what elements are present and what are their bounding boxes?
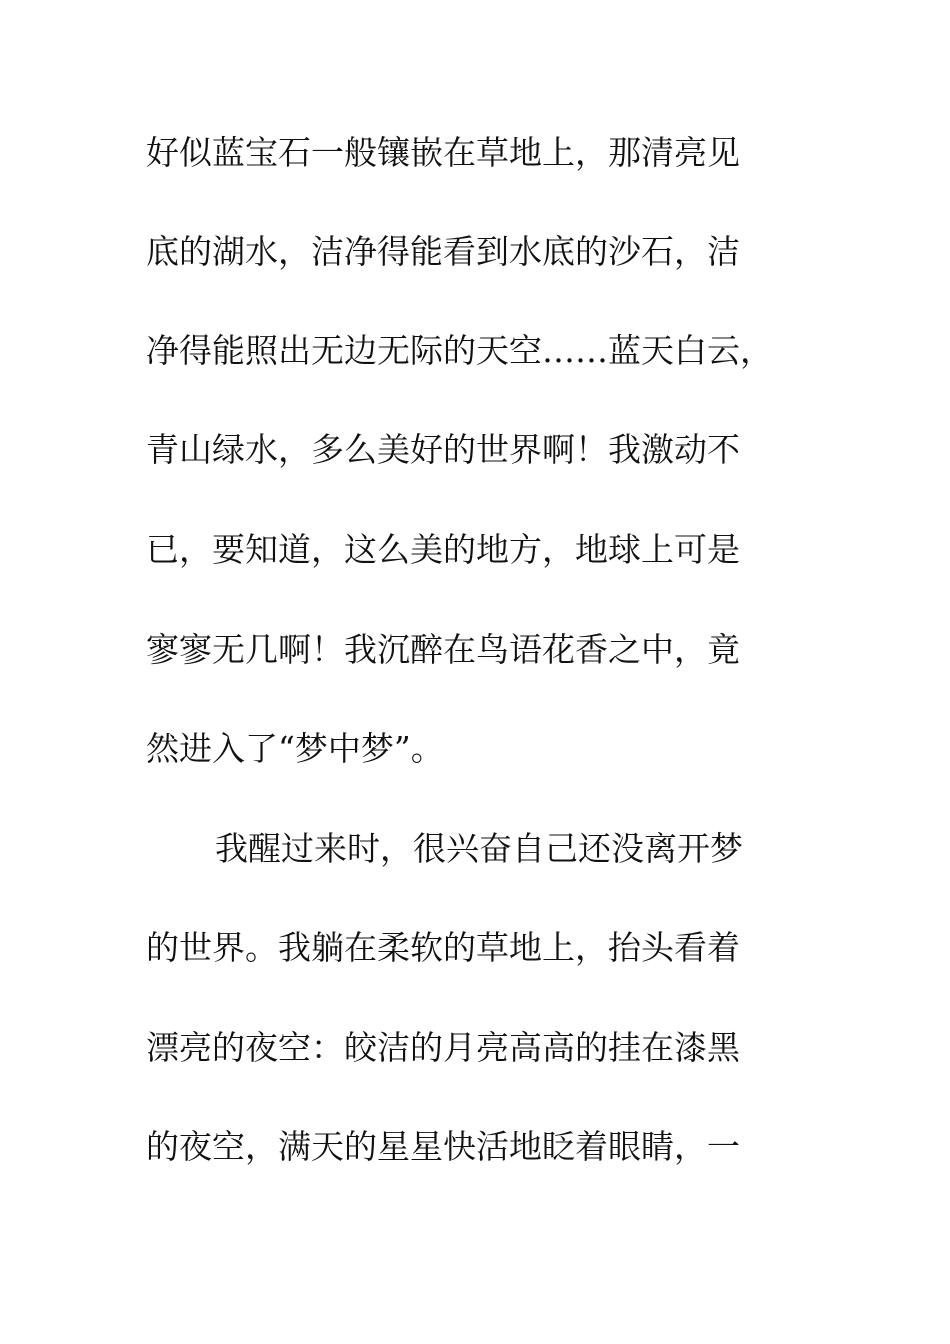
text-line: 的世界。我躺在柔软的草地上，抬头看着 — [146, 928, 740, 967]
text-line: 净得能照出无边无际的天空……蓝天白云， — [146, 331, 773, 370]
text-line: 好似蓝宝石一般镶嵌在草地上，那清亮见 — [146, 133, 740, 172]
paragraph-first-line: 我醒过来时，很兴奋自己还没离开梦 — [215, 829, 743, 868]
text-line: 漂亮的夜空：皎洁的月亮高高的挂在漆黑 — [146, 1028, 740, 1067]
text-line: 底的湖水，洁净得能看到水底的沙石，洁 — [146, 232, 740, 271]
text-line: 寥寥无几啊！我沉醉在鸟语花香之中，竟 — [146, 630, 740, 669]
text-line: 然进入了“梦中梦”。 — [146, 729, 444, 768]
text-line: 青山绿水，多么美好的世界啊！我激动不 — [146, 430, 740, 469]
text-line: 已，要知道，这么美的地方，地球上可是 — [146, 530, 740, 569]
text-line: 的夜空，满天的星星快活地眨着眼睛，一 — [146, 1127, 740, 1166]
